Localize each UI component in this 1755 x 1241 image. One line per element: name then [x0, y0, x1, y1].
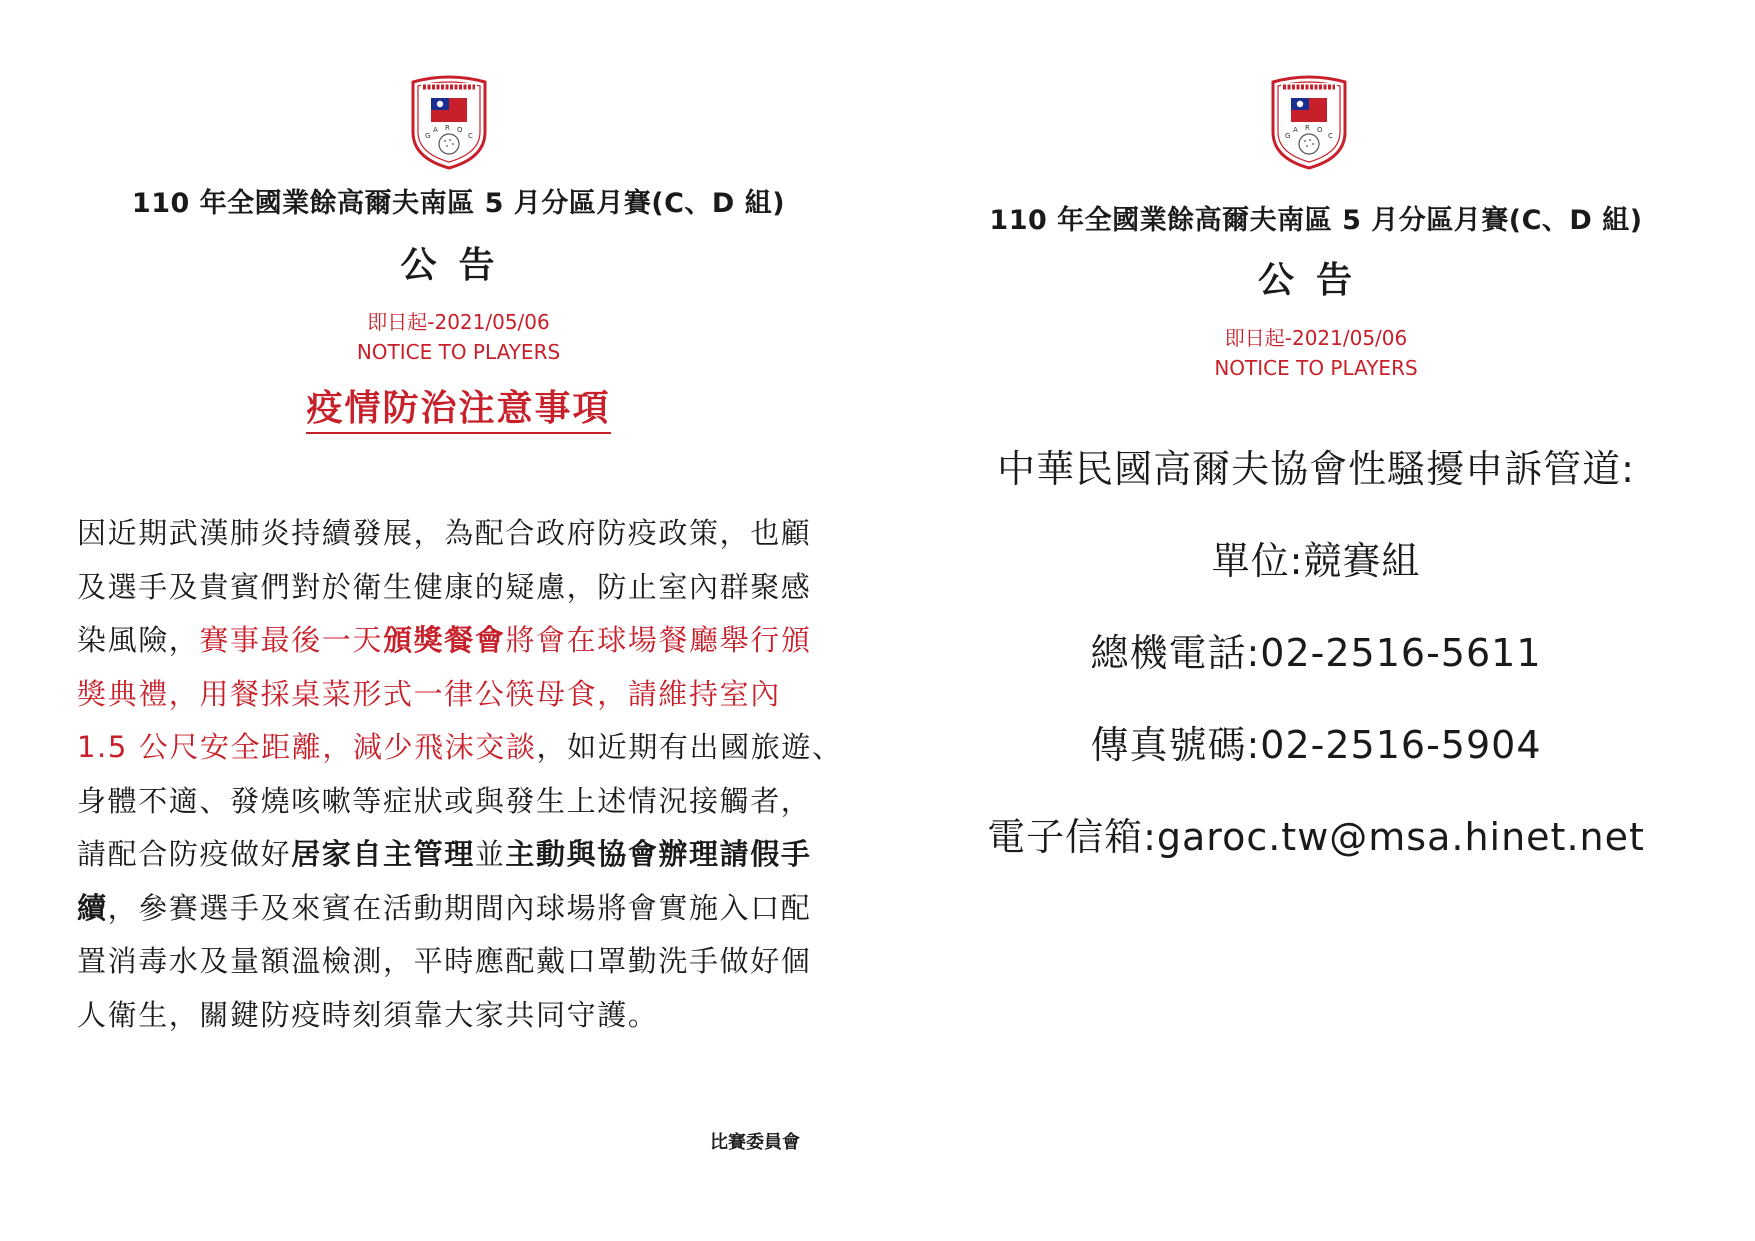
svg-text:R: R	[1305, 124, 1310, 132]
body-line: 身體不適、發燒咳嗽等症狀或與發生上述情況接觸者，	[77, 783, 812, 818]
body-segment: 並	[474, 837, 506, 871]
bold-segment: 續	[77, 890, 108, 925]
body-segment: 染風險，	[77, 623, 200, 657]
body-line	[77, 721, 867, 775]
notice-en: NOTICE TO PLAYERS	[356, 340, 561, 364]
svg-text:O: O	[1317, 126, 1323, 134]
body-segment: 請配合防疫做好	[77, 837, 292, 871]
notice-title: 公告	[1257, 260, 1374, 301]
event-title: 110 年全國業餘高爾夫南區 5 月分區月賽(C、D 組)	[989, 205, 1643, 236]
svg-text:O: O	[457, 126, 463, 134]
red-bold-segment: 頒獎餐會	[383, 623, 506, 657]
date-line: 即日起-2021/05/06	[1224, 326, 1408, 350]
bold-segment: 主動與協會辦理請假手	[505, 837, 812, 871]
body-line	[77, 614, 867, 668]
body-line	[77, 882, 867, 936]
contact-fax: 傳真號碼:02-2516-5904	[1090, 723, 1542, 767]
red-segment: 1.5 公尺安全距離，減少飛沫交談	[77, 730, 537, 764]
svg-text:R: R	[445, 124, 450, 132]
svg-text:G: G	[425, 132, 431, 140]
svg-text:A: A	[1293, 126, 1298, 134]
left-notice-page	[0, 0, 877, 1241]
contact-email[interactable]: 電子信箱:garoc.tw@msa.hinet.net	[987, 815, 1645, 859]
garoc-shield-icon	[407, 74, 491, 170]
body-line	[77, 828, 867, 882]
body-line: 因近期武漢肺炎持續發展，為配合政府防疫政策，也顧	[77, 516, 812, 550]
body-segment: ，參賽選手及來賓在活動期間內球場將會實施入口配	[107, 890, 812, 925]
body-line: 人衛生，關鍵防疫時刻須靠大家共同守護。	[77, 997, 659, 1032]
right-notice-page	[877, 0, 1755, 1241]
contact-phone: 總機電話:02-2516-5611	[1090, 631, 1542, 675]
svg-text:C: C	[468, 132, 473, 140]
svg-text:A: A	[433, 126, 438, 134]
body-line: 及選手及貴賓們對於衛生健康的疑慮，防止室內群聚感	[77, 569, 812, 604]
body-line: 置消毒水及量額溫檢測，平時應配戴口罩勤洗手做好個	[77, 944, 812, 978]
svg-text:C: C	[1328, 132, 1333, 140]
topic-heading: 疫情防治注意事項	[306, 388, 610, 434]
body-segment: ，如近期有出國旅遊、	[536, 730, 843, 764]
garoc-shield-icon	[1267, 74, 1351, 170]
garoc-logo	[1267, 74, 1351, 170]
harassment-channel-heading: 中華民國高爾夫協會性騷擾申訴管道:	[997, 447, 1635, 491]
body-line: 獎典禮，用餐採桌菜形式一律公筷母食，請維持室內	[77, 676, 781, 711]
garoc-logo	[407, 74, 491, 170]
notice-en: NOTICE TO PLAYERS	[1214, 356, 1418, 380]
red-segment: 賽事最後一天	[199, 623, 384, 657]
date-line: 即日起-2021/05/06	[367, 310, 550, 334]
notice-body	[77, 507, 867, 1042]
bold-segment: 居家自主管理	[291, 837, 475, 871]
event-title: 110 年全國業餘高爾夫南區 5 月分區月賽(C、D 組)	[131, 188, 786, 219]
svg-text:G: G	[1285, 132, 1291, 140]
notice-title: 公告	[400, 245, 517, 286]
contact-unit: 單位:競賽組	[1211, 539, 1421, 583]
red-segment: 將會在球場餐廳舉行頒	[505, 623, 812, 657]
committee-signature: 比賽委員會	[710, 1132, 800, 1153]
